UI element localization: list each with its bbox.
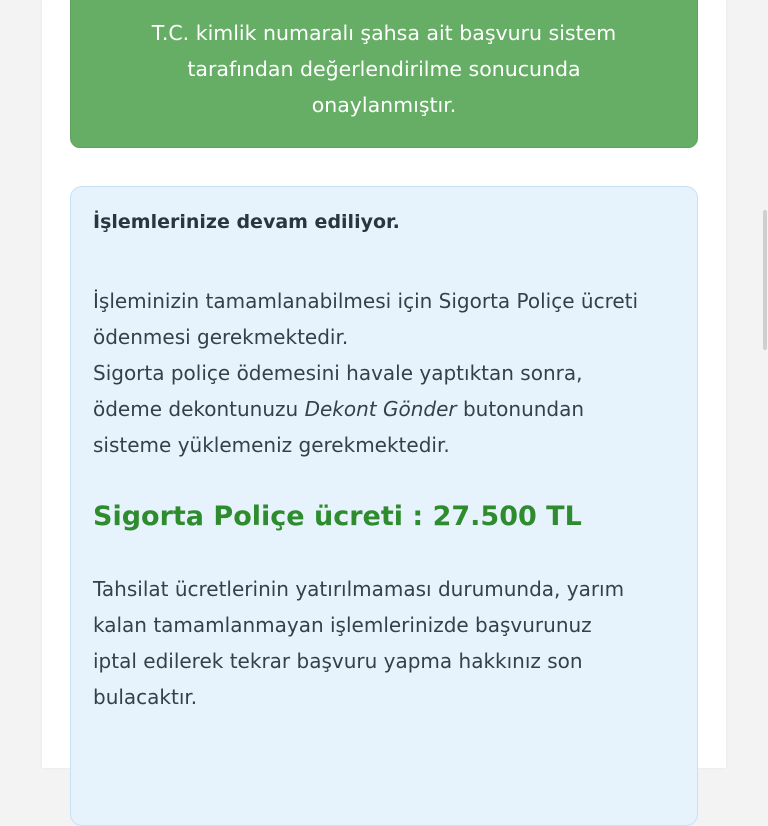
scrollbar-thumb[interactable] <box>763 210 767 350</box>
instructions-line-4 <box>93 391 638 427</box>
alert-line-3: onaylanmıştır. <box>311 93 457 117</box>
dekont-gonder-reference: Dekont Gönder <box>304 397 457 421</box>
instructions-line-4-end: butonundan <box>456 397 585 421</box>
approval-alert <box>70 0 698 148</box>
warning-line-1: Tahsilat ücretlerinin yatırılmaması durumunda, yarım <box>93 577 625 601</box>
scrollbar[interactable] <box>762 0 768 768</box>
alert-line-2: tarafından değerlendirilme sonucunda <box>187 57 581 81</box>
instructions-line-4-start: ödeme dekontunuzu <box>93 397 305 421</box>
warning-line-4: bulacaktır. <box>93 685 198 709</box>
warning-line-3: iptal edilerek tekrar başvuru yapma hakkınız son <box>93 649 583 673</box>
instructions-line-1: İşleminizin tamamlanabilmesi için Sigorta Poliçe ücreti <box>93 289 639 313</box>
alert-line-1: T.C. kimlik numaralı şahsa ait başvuru sistem <box>151 21 617 45</box>
instructions-line-2: ödenmesi gerekmektedir. <box>93 325 349 349</box>
insurance-fee: Sigorta Poliçe ücreti : 27.500 TL <box>93 501 582 532</box>
instructions-paragraph <box>93 283 638 463</box>
warning-line-2: kalan tamamlanmayan işlemlerinizde başvurunuz <box>93 613 592 637</box>
instructions-line-3: Sigorta poliçe ödemesini havale yaptıktan sonra, <box>93 361 583 385</box>
warning-paragraph <box>93 571 624 715</box>
instructions-line-5: sisteme yüklemeniz gerekmektedir. <box>93 433 450 457</box>
payment-info-box <box>70 186 698 826</box>
info-title: İşlemlerinize devam ediliyor. <box>93 211 400 233</box>
